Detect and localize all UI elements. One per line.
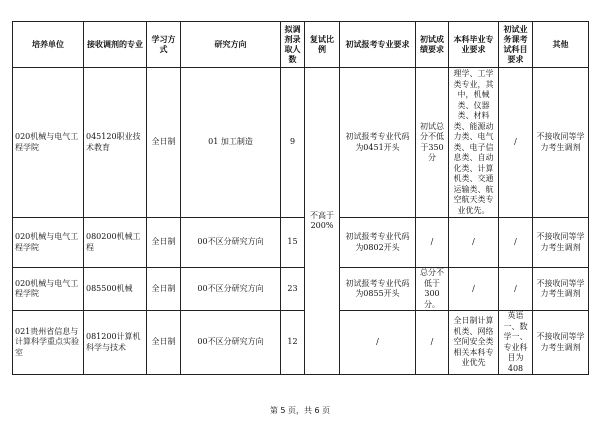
cell-other: 不接收同等学力考生调剂 [533,218,589,268]
cell-initial-req: / [340,311,416,375]
cell-major: 085500机械 [84,268,147,311]
cell-initial-req: 初试报考专业代码为0802开头 [340,218,416,268]
cell-initial-req: 初试报考专业代码为0855开头 [340,268,416,311]
header-unit: 培养单位 [13,22,84,68]
cell-direction: 00不区分研究方向 [181,218,281,268]
cell-planned: 23 [281,268,305,311]
cell-subject-req: 英语一、数学一、专业科目为408 [499,311,533,375]
cell-major: 045120职业技术教育 [84,68,147,218]
admission-table [12,21,589,375]
header-score-req: 初试成绩要求 [416,22,449,68]
cell-direction: 00不区分研究方向 [181,268,281,311]
cell-score-req: 初试总分不低于350分 [416,68,449,218]
header-row [13,22,589,68]
cell-ug-req: 理学、工学类专业，其中，机械类、仪器类、材料类、能源动力类、电气类、电子信息类、自动化类、计算机类、交通运输类、航空航天类专业优先。 [449,68,499,218]
cell-planned: 9 [281,68,305,218]
cell-planned: 12 [281,311,305,375]
cell-other: 不接收同等学力考生调剂 [533,268,589,311]
table-row [13,311,589,375]
cell-ug-req: 全日制计算机类、网络空间安全类相关本科专业优先 [449,311,499,375]
cell-initial-req: 初试报考专业代码为0451开头 [340,68,416,218]
cell-ug-req: / [449,268,499,311]
cell-unit: 020机械与电气工程学院 [13,268,84,311]
cell-subject-req: / [499,218,533,268]
header-major: 接收调剂的专业 [84,22,147,68]
table-row [13,68,589,218]
cell-subject-req: / [499,268,533,311]
cell-mode: 全日制 [147,68,181,218]
cell-ug-req: / [449,218,499,268]
cell-major: 080200机械工程 [84,218,147,268]
page-number-footer: 第 5 页，共 6 页 [269,406,331,415]
cell-mode: 全日制 [147,218,181,268]
header-study-mode: 学习方式 [147,22,181,68]
header-other: 其他 [533,22,589,68]
cell-score-req: 总分不低于300分。 [416,268,449,311]
cell-other: 不接收同等学力考生调剂 [533,68,589,218]
cell-score-req: / [416,311,449,375]
cell-mode: 全日制 [147,268,181,311]
cell-unit: 020机械与电气工程学院 [13,218,84,268]
header-direction: 研究方向 [181,22,281,68]
cell-subject-req: / [499,68,533,218]
cell-score-req: / [416,218,449,268]
table-row [13,218,589,268]
table-row [13,268,589,311]
header-initial-req: 初试报考专业要求 [340,22,416,68]
header-subject-req: 初试业务课考试科目要求 [499,22,533,68]
header-planned: 拟调剂录取人数 [281,22,305,68]
cell-ratio: 不高于200% [305,68,340,375]
cell-direction: 00不区分研究方向 [181,311,281,375]
header-ug-req: 本科毕业专业要求 [449,22,499,68]
cell-direction: 01 加工制造 [181,68,281,218]
cell-unit: 021贵州省信息与计算科学重点实验室 [13,311,84,375]
cell-major: 081200计算机科学与技术 [84,311,147,375]
cell-unit: 020机械与电气工程学院 [13,68,84,218]
cell-other: 不接收同等学力考生调剂 [533,311,589,375]
cell-planned: 15 [281,218,305,268]
cell-mode: 全日制 [147,311,181,375]
header-ratio: 复试比例 [305,22,340,68]
